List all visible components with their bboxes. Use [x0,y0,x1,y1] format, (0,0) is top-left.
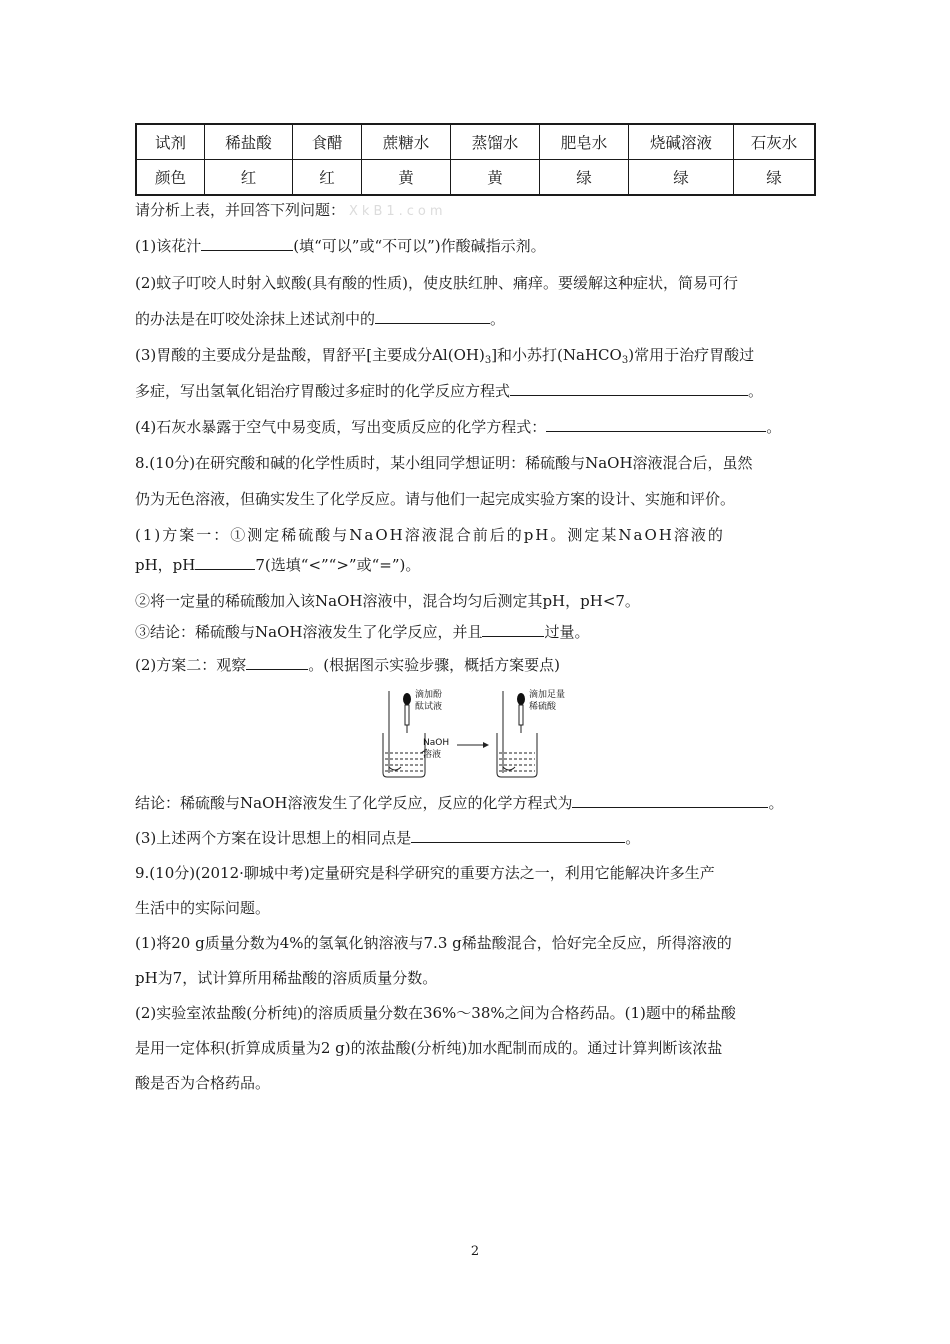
label-phenolphthalein-2: 酞试液 [415,702,443,712]
problem-8: 8.(10分)在研究酸和碱的化学性质时，某小组同学想证明：稀硫酸与NaOH溶液混合后，虽然 [135,454,753,472]
table-cell: 红 [205,160,293,196]
answer-blank[interactable] [572,792,768,808]
question-text: 多症，写出氢氧化铝治疗胃酸过多症时的化学反应方程式 [135,382,511,400]
question-text: (填“可以”或“不可以”)作酸碱指示剂。 [293,237,546,255]
table-cell: 绿 [540,160,629,196]
instruction-text: 请分析上表，并回答下列问题： [135,201,346,219]
dropper-right-icon [517,693,525,733]
answer-blank[interactable] [546,416,766,432]
question-text: 结论：稀硫酸与NaOH溶液发生了化学反应，反应的化学方程式为 [135,794,573,812]
table-cell: 绿 [734,160,816,196]
answer-blank[interactable] [201,235,293,251]
problem-9-cont: 生活中的实际问题。 [135,899,271,917]
question-text: 。(根据图示实验步骤，概括方案要点) [308,656,560,674]
table-cell: 红 [293,160,362,196]
question-text: (1)该花汁 [135,237,202,255]
table-cell: 颜色 [136,160,205,196]
problem-8-part-1-cont [135,554,420,576]
question-text: (3)胃酸的主要成分是盐酸，胃舒平[主要成分Al(OH) [135,346,485,364]
answer-blank[interactable] [195,554,255,570]
experiment-diagram [375,683,575,779]
table-cell: 稀盐酸 [205,124,293,160]
table-cell: 试剂 [136,124,205,160]
label-phenolphthalein: 滴加酚 [415,690,443,700]
question-text: 。 [490,310,506,328]
dropper-left-icon [403,693,411,733]
answer-blank[interactable] [482,621,544,637]
problem-9-part-1-cont: pH为7，试计算所用稀盐酸的溶质质量分数。 [135,969,438,987]
question-text: (2)方案二：观察 [135,656,247,674]
problem-9-part-2-end: 酸是否为合格药品。 [135,1074,271,1092]
question-text: pH，pH [135,556,196,574]
question-3-cont [135,380,763,402]
problem-9-part-2-cont: 是用一定体积(折算成质量为2 g)的浓盐酸(分析纯)加水配制而成的。通过计算判断该浓盐 [135,1039,723,1057]
label-naoh-solution: 溶液 [423,750,442,760]
subscript: 3 [484,355,492,366]
problem-8-conclusion [135,792,783,814]
problem-8-cont: 仍为无色溶液，但确实发生了化学反应。请与他们一起完成实验方案的设计、实施和评价。 [135,490,736,508]
answer-blank[interactable] [375,308,490,324]
table-cell: 食醋 [293,124,362,160]
table-cell: 石灰水 [734,124,816,160]
problem-8-part-1: (1)方案一：①测定稀硫酸与NaOH溶液混合前后的pH。测定某NaOH溶液的 [135,526,725,544]
question-text: 的办法是在叮咬处涂抹上述试剂中的 [135,310,376,328]
problem-9: 9.(10分)(2012·聊城中考)定量研究是科学研究的重要方法之一，利用它能解决许多生产 [135,864,715,882]
question-2: (2)蚊子叮咬人时射入蚁酸(具有酸的性质)，使皮肤红肿、痛痒。要缓解这种症状，简易可行 [135,274,738,292]
page-number: 2 [470,1244,480,1259]
question-text: 。 [748,382,764,400]
label-sulfuric-acid-2: 稀硫酸 [529,702,557,712]
answer-blank[interactable] [510,380,748,396]
problem-8-part-3 [135,827,640,849]
question-text: 过量。 [544,623,590,641]
question-text: 7(选填“<”“>”或“=”)。 [255,556,421,574]
question-text: (3)上述两个方案在设计思想上的相同点是 [135,829,412,847]
question-1 [135,235,546,257]
table-cell: 烧碱溶液 [629,124,734,160]
table-cell: 蒸馏水 [451,124,540,160]
answer-blank[interactable] [411,827,625,843]
table-cell: 绿 [629,160,734,196]
table-cell: 黄 [362,160,451,196]
table-cell: 肥皂水 [540,124,629,160]
subscript: 3 [621,355,629,366]
table-row [136,160,815,196]
arrow-icon [457,742,489,748]
question-2-cont [135,308,505,330]
problem-8-step-3 [135,621,589,643]
question-text: 。 [768,794,784,812]
question-text: 。 [625,829,641,847]
reagent-color-table [135,123,816,196]
question-text: ]和小苏打(NaHCO [491,346,622,364]
table-cell: 蔗糖水 [362,124,451,160]
problem-8-step-2: ②将一定量的稀硫酸加入该NaOH溶液中，混合均匀后测定其pH，pH<7。 [135,592,640,610]
text-line [135,199,447,223]
problem-8-part-2 [135,654,560,676]
question-4 [135,416,781,438]
question-text: ③结论：稀硫酸与NaOH溶液发生了化学反应，并且 [135,623,483,641]
question-text: )常用于治疗胃酸过 [628,346,755,364]
table-cell: 黄 [451,160,540,196]
question-text: (4)石灰水暴露于空气中易变质，写出变质反应的化学方程式： [135,418,547,436]
label-sulfuric-acid: 滴加足量 [529,690,566,700]
problem-9-part-2: (2)实验室浓盐酸(分析纯)的溶质质量分数在36%～38%之间为合格药品。(1)题中的稀盐酸 [135,1004,736,1022]
question-3 [135,344,754,372]
problem-9-part-1: (1)将20 g质量分数为4%的氢氧化钠溶液与7.3 g稀盐酸混合，恰好完全反应，所得溶液的 [135,934,732,952]
watermark: XkB1.com [349,204,447,219]
question-text: 。 [766,418,782,436]
answer-blank[interactable] [246,654,308,670]
table-row [136,124,815,160]
label-naoh: NaOH [423,738,450,748]
